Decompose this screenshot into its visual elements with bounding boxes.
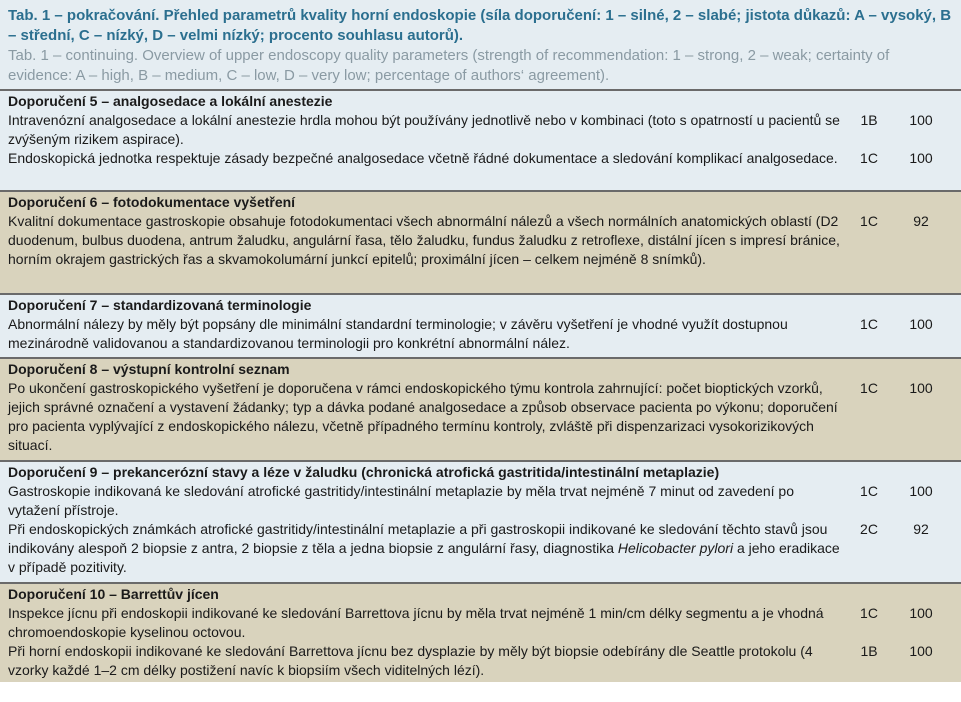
grade-cell: 1C [860,605,878,621]
section-title: Doporučení 9 – prekancerózní stavy a léze v žaludku (chronická atrofická gastritida/intestinální metaplazie) [8,464,720,480]
recommendation-section [0,582,961,682]
recommendation-text: Kvalitní dokumentace gastroskopie obsahuje fotodokumentaci všech abnormální nálezů a všech normálních anatomických oblastí (D2 duodenum, bulbus duodena, antrum žaludku, angulární řasa, tělo žaludku, fundus žaludku z retroflexe, distální jícen s impresí bránice, horním okrajem gastrických řas a skvamokolumární junkcí epitelů; proximální jícen – celkem nejméně 8 snímků). [8,213,840,267]
section-title: Doporučení 7 – standardizovaná terminologie [8,297,312,313]
section-title: Doporučení 8 – výstupní kontrolní seznam [8,361,290,377]
caption-english: Tab. 1 – continuing. Overview of upper endoscopy quality parameters (strength of recommendation: 1 – strong, 2 – weak; certainty of evidence: A – high, B – medium, C – low, D – very low; percentage of authors‘ agreement). [8,47,890,84]
grade-cell: 1C [860,380,878,396]
grade-cell: 1B [860,112,878,128]
table-row [8,604,955,642]
agreement-cell: 92 [913,213,929,229]
recommendation-text [8,520,842,577]
agreement-cell: 100 [909,112,933,128]
recommendation-section [0,89,961,190]
agreement-cell: 92 [913,521,929,537]
table-row [8,642,955,680]
agreement-cell: 100 [909,483,933,499]
agreement-cell: 100 [909,605,933,621]
recommendation-text: Abnormální nálezy by měly být popsány dle minimální standardní terminologie; v závěru vyšetření je vhodné využít dostupnou mezinárodně validovanou a standardizovanou terminologii pro konkrétní abnormální nález. [8,316,788,351]
recommendation-text: Po ukončení gastroskopického vyšetření je doporučena v rámci endoskopického týmu kontrola zahrnující: počet bioptických vzorků, jejich správné označení a vystavení žádanky; typ a dávka podané analgosedace a způsob observace pacienta po výkonu; doporučení pro pacienta vyplývající z endoskopického nálezu, včetně případného termínu kontroly, zvláště při dispenzarizaci vysokorizikových situací. [8,380,838,453]
species-name: Helicobacter pylori [617,540,734,556]
section-title: Doporučení 6 – fotodokumentace vyšetření [8,194,296,210]
agreement-cell: 100 [909,316,933,332]
grade-cell: 2C [860,521,878,537]
recommendation-section [0,190,961,293]
table-row [8,149,955,168]
caption-czech: Tab. 1 – pokračování. Přehled parametrů kvality horní endoskopie (síla doporučení: 1 – silné, 2 – slabé; jistota důkazů: A – vysoký, B – střední, C – nízký, D – velmi nízký; procento souhlasu autorů). [8,7,952,44]
table-row [8,379,955,455]
table-row [8,482,955,520]
text-part: a jeho eradikace v případě pozitivity. [8,540,840,575]
grade-cell: 1C [860,150,878,166]
grade-cell: 1C [860,316,878,332]
table-caption [0,0,961,89]
section-title: Doporučení 5 – analgosedace a lokální anestezie [8,93,333,109]
agreement-cell: 100 [909,380,933,396]
agreement-cell: 100 [909,643,933,659]
table-row [8,520,955,577]
recommendation-text: Při horní endoskopii indikované ke sledování Barrettova jícnu bez dysplazie by měly být biopsie odebírány dle Seattle protokolu (4 vzorky každé 1–2 cm délky postižení navíc k biopsiím všech viditelných lézí). [8,643,813,678]
section-title: Doporučení 10 – Barrettův jícen [8,586,219,602]
recommendation-text: Gastroskopie indikovaná ke sledování atrofické gastritidy/intestinální metaplazie by měla trvat nejméně 7 minut od zavedení po vytažení přístroje. [8,483,794,518]
table-row [8,212,955,269]
recommendation-section [0,293,961,357]
grade-cell: 1B [860,643,878,659]
table-row [8,315,955,353]
grade-cell: 1C [860,483,878,499]
recommendation-section [0,460,961,582]
text-part: Při endoskopických známkách atrofické gastritidy/intestinální metaplazie a při gastroskopii indikované ke sledování těchto stavů jsou indikovány alespoň 2 biopsie z antra, 2 biopsie z těla a jedna biopsie z angulární řasy, diagnostika [8,521,828,556]
agreement-cell: 100 [909,150,933,166]
recommendation-section [0,357,961,460]
grade-cell: 1C [860,213,878,229]
recommendation-text: Intravenózní analgosedace a lokální anestezie hrdla mohou být používány jednotlivě nebo v kombinaci (toto s opatrností u pacientů se zvýšeným rizikem aspirace). [8,112,840,147]
table-row [8,111,955,149]
recommendation-text: Inspekce jícnu při endoskopii indikované ke sledování Barrettova jícnu by měla trvat nejméně 1 min/cm délky segmentu a je vhodná chromoendoskopie kyselinou octovou. [8,605,824,640]
recommendation-text: Endoskopická jednotka respektuje zásady bezpečné analgosedace včetně řádné dokumentace a sledování komplikací analgosedace. [8,150,838,166]
